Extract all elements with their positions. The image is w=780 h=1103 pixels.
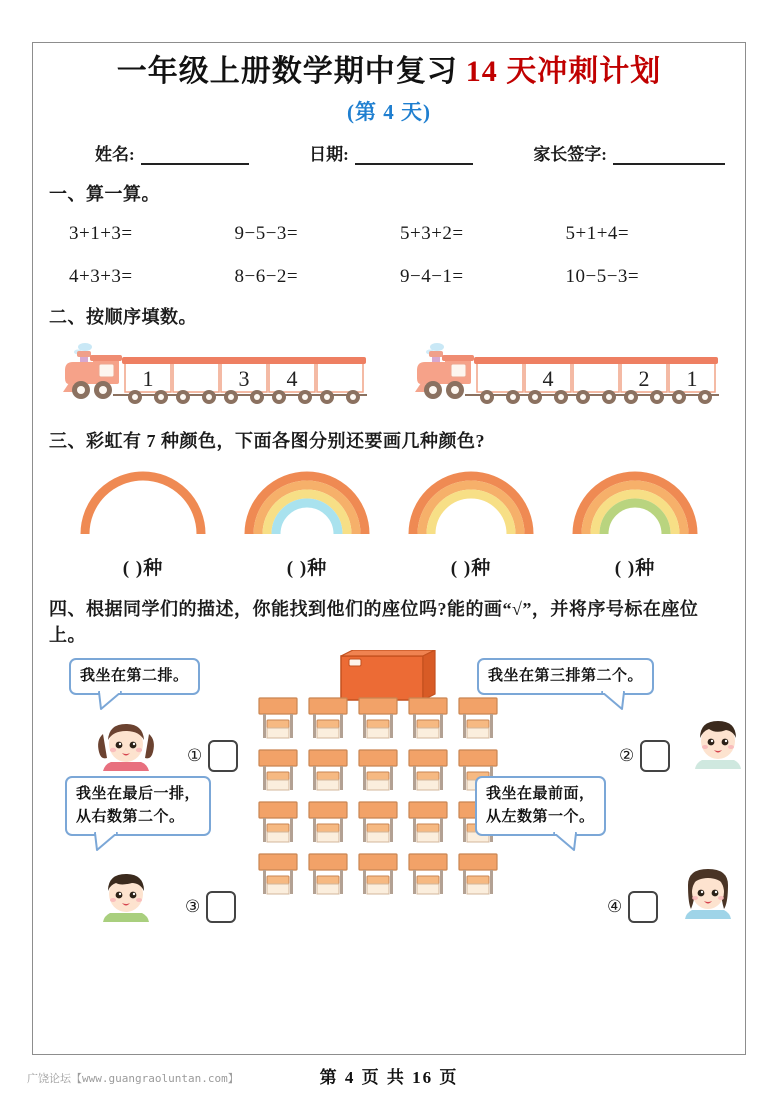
avatar-2-svg bbox=[687, 713, 749, 769]
desk bbox=[459, 854, 497, 894]
desk bbox=[409, 698, 447, 738]
desk bbox=[259, 750, 297, 790]
desk-row bbox=[259, 698, 497, 738]
train-1-car-value: 3 bbox=[238, 365, 250, 391]
name-blank[interactable] bbox=[141, 148, 249, 165]
avatar-boy-green-shirt bbox=[95, 866, 157, 927]
rainbow-answer-row bbox=[47, 553, 731, 580]
train-2-car-value: 4 bbox=[542, 365, 554, 391]
rainbow-answer-blank[interactable]: ( )种 bbox=[450, 557, 492, 579]
desk bbox=[459, 698, 497, 738]
desk bbox=[359, 698, 397, 738]
answer-checkbox-2[interactable] bbox=[640, 740, 670, 772]
answer-marker-1: ① bbox=[187, 745, 203, 765]
answer-checkbox-3-group[interactable] bbox=[185, 891, 236, 923]
train-1-car-value: 1 bbox=[142, 365, 154, 391]
student-meta-row bbox=[47, 140, 731, 165]
watermark-text: 广饶论坛【www.guangraoluntan.com】 bbox=[27, 1072, 239, 1085]
train-2-svg bbox=[413, 340, 723, 412]
avatar-boy-short-hair bbox=[687, 713, 749, 774]
rainbow-answer-blank[interactable]: ( )种 bbox=[614, 557, 656, 579]
answer-checkbox-3[interactable] bbox=[206, 891, 236, 923]
desk bbox=[359, 802, 397, 842]
page-title bbox=[47, 53, 731, 91]
speech-bubble-1 bbox=[69, 658, 200, 695]
arithmetic-problem[interactable]: 5+1+4= bbox=[565, 222, 630, 244]
date-label: 日期: bbox=[309, 144, 349, 164]
arithmetic-problem[interactable]: 9−4−1= bbox=[400, 265, 464, 287]
avatar-1-svg bbox=[95, 716, 157, 772]
rainbow-4 bbox=[560, 462, 710, 541]
rainbow-answer-blank[interactable]: ( )种 bbox=[122, 557, 164, 579]
title-highlight-text: 14 天冲刺计划 bbox=[465, 55, 662, 88]
rainbow-3 bbox=[396, 462, 546, 541]
rainbow-1-svg bbox=[75, 462, 211, 536]
desk-row bbox=[259, 750, 497, 790]
answer-checkbox-1-group[interactable] bbox=[187, 740, 238, 772]
arithmetic-problem[interactable]: 5+3+2= bbox=[400, 222, 464, 244]
desk bbox=[309, 802, 347, 842]
arithmetic-problem[interactable]: 10−5−3= bbox=[565, 265, 640, 287]
desk bbox=[259, 854, 297, 894]
classroom-diagram bbox=[253, 650, 511, 920]
desk bbox=[359, 750, 397, 790]
teacher-podium bbox=[341, 650, 435, 700]
desk bbox=[259, 698, 297, 738]
classroom-svg bbox=[253, 650, 511, 915]
section-3-heading: 三、彩虹有 7 种颜色，下面各图分别还要画几种颜色? bbox=[49, 430, 485, 451]
avatar-3-svg bbox=[95, 866, 157, 922]
arithmetic-problem[interactable]: 3+1+3= bbox=[69, 222, 133, 244]
rainbow-1 bbox=[68, 462, 218, 541]
desk bbox=[309, 854, 347, 894]
answer-checkbox-4[interactable] bbox=[628, 891, 658, 923]
arithmetic-problem[interactable]: 8−6−2= bbox=[234, 265, 299, 287]
train-1-svg bbox=[61, 340, 371, 412]
rainbow-illustrations bbox=[47, 462, 731, 541]
avatar-girl-pigtails bbox=[95, 716, 157, 777]
date-field[interactable] bbox=[309, 140, 473, 165]
rainbow-2 bbox=[232, 462, 382, 541]
speech-bubble-1-tail bbox=[97, 692, 123, 710]
rainbow-answer-blank[interactable]: ( )种 bbox=[286, 557, 328, 579]
date-blank[interactable] bbox=[355, 148, 473, 165]
arithmetic-grid bbox=[47, 223, 731, 288]
name-field[interactable] bbox=[95, 140, 249, 165]
desk-row bbox=[259, 854, 497, 894]
desk bbox=[359, 854, 397, 894]
page-subtitle: (第 4 天) bbox=[347, 99, 431, 124]
speech-bubble-2-line: 我坐在第三排第二个。 bbox=[488, 667, 644, 684]
train-1 bbox=[61, 340, 371, 412]
avatar-4-svg bbox=[677, 863, 739, 919]
parent-signature-label: 家长签字: bbox=[533, 144, 607, 164]
answer-checkbox-2-group[interactable] bbox=[619, 740, 670, 772]
seating-exercise bbox=[47, 658, 731, 938]
section-1-heading: 一、算一算。 bbox=[49, 183, 160, 204]
arithmetic-problem[interactable]: 9−5−3= bbox=[234, 222, 299, 244]
train-2-car-value: 1 bbox=[686, 365, 698, 391]
speech-bubble-4-line: 我坐在最前面， bbox=[486, 785, 595, 802]
parent-signature-blank[interactable] bbox=[613, 148, 725, 165]
speech-bubble-3-line: 我坐在最后一排， bbox=[76, 785, 201, 802]
name-label: 姓名: bbox=[95, 144, 135, 164]
parent-signature-field[interactable] bbox=[533, 140, 725, 165]
desk bbox=[409, 802, 447, 842]
speech-bubble-4-line: 从左数第一个。 bbox=[486, 809, 595, 826]
rainbow-3-svg bbox=[403, 462, 539, 536]
answer-marker-2: ② bbox=[619, 745, 635, 765]
speech-bubble-2-tail bbox=[600, 692, 626, 710]
rainbow-4-svg bbox=[567, 462, 703, 536]
desk bbox=[409, 854, 447, 894]
desk bbox=[409, 750, 447, 790]
desk bbox=[309, 698, 347, 738]
train-1-car-value: 4 bbox=[286, 365, 298, 391]
section-4-heading: 四、根据同学们的描述，你能找到他们的座位吗?能的画“√”，并将序号标在座位上。 bbox=[49, 598, 699, 645]
answer-marker-4: ④ bbox=[607, 896, 623, 916]
speech-bubble-3-line: 从右数第二个。 bbox=[76, 809, 185, 826]
desk bbox=[309, 750, 347, 790]
arithmetic-problem[interactable]: 4+3+3= bbox=[69, 265, 133, 287]
answer-checkbox-4-group[interactable] bbox=[607, 891, 658, 923]
speech-bubble-3 bbox=[65, 776, 211, 837]
train-illustrations bbox=[47, 340, 731, 412]
page-number-text: 第 4 页 共 16 页 bbox=[319, 1068, 459, 1087]
worksheet-page bbox=[27, 42, 746, 1087]
train-2-car-value: 2 bbox=[638, 365, 650, 391]
desk bbox=[259, 802, 297, 842]
section-2-heading: 二、按顺序填数。 bbox=[49, 306, 197, 327]
train-2 bbox=[413, 340, 723, 412]
speech-bubble-4 bbox=[475, 776, 606, 837]
rainbow-2-svg bbox=[239, 462, 375, 536]
speech-bubble-4-tail bbox=[552, 833, 578, 851]
answer-checkbox-1[interactable] bbox=[208, 740, 238, 772]
speech-bubble-3-tail bbox=[93, 833, 119, 851]
speech-bubble-1-line: 我坐在第二排。 bbox=[80, 667, 189, 684]
speech-bubble-2 bbox=[477, 658, 654, 695]
title-main-text: 一年级上册数学期中复习 bbox=[116, 55, 458, 88]
page-footer bbox=[27, 1058, 745, 1088]
avatar-girl-bob-hair bbox=[677, 863, 739, 924]
desk-row bbox=[259, 802, 497, 842]
answer-marker-3: ③ bbox=[185, 896, 201, 916]
